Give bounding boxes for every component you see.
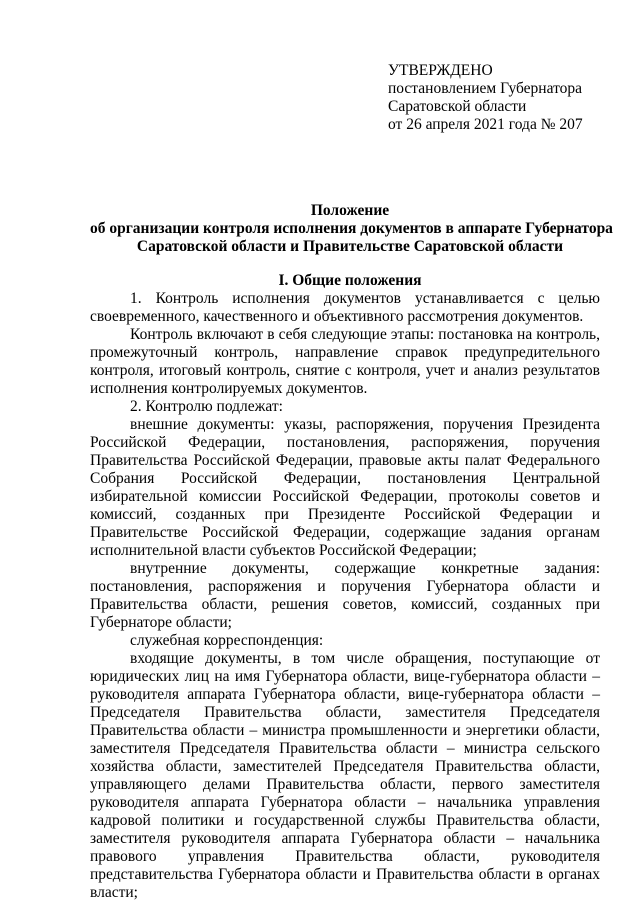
paragraph-7: входящие документы, в том числе обращения, поступающие от юридических лиц на имя Губернатора области, вице-губернатора области – руководителя аппарата Губернатора области, вице-губернатора области – Председателя Правительства области, заместителя Председателя Правительства области – министра промышленности и энергетики области, заместителя Председателя Правительства области – министра сельского хозяйства области, заместителей Председателя Правительства области, управляющего делами Правительства области, первого заместителя руководителя аппарата Губернатора области – начальника управления кадровой политики и государственной службы Правительства области, заместителя руководителя аппарата Губернатора области – начальника правового управления Правительства области, руководителя представительства Губернатора области и Правительства области в органах власти;: [90, 650, 600, 901]
paragraph-1: 1. Контроль исполнения документов устанавливается с целью своевременного, качественного и объективного рассмотрения документов.: [90, 290, 600, 325]
title-line-2: об организации контроля исполнения документов в аппарате Губернатора: [90, 220, 613, 237]
approval-line-2: постановлением Губернатора: [388, 80, 583, 97]
paragraph-3: 2. Контролю подлежат:: [130, 398, 283, 415]
document-body: [90, 290, 600, 902]
paragraph-5: внутренние документы, содержащие конкретные задания: постановления, распоряжения и поручения Губернатора области и Правительства области, решения советов, комиссий, созданных при Губернаторе области;: [90, 560, 600, 631]
section-heading: I. Общие положения: [278, 272, 422, 289]
paragraph-4: внешние документы: указы, распоряжения, поручения Президента Российской Федерации, постановления, распоряжения, поручения Правительства Российской Федерации, правовые акты палат Федерального Собрания Российской Федерации, постановления Центральной избирательной комиссии Российской Федерации, протоколы советов и комиссий, созданных при Президенте Российской Федерации и Правительстве Российской Федерации, содержащие задания органам исполнительной власти субъектов Российской Федерации;: [90, 416, 600, 559]
approval-stamp: [388, 62, 628, 134]
document-title: [90, 202, 613, 256]
approval-line-1: УТВЕРЖДЕНО: [388, 62, 493, 79]
paragraph-6: служебная корреспонденция:: [130, 632, 324, 649]
approval-line-3: Саратовской области: [388, 98, 527, 115]
approval-line-4: от 26 апреля 2021 года № 207: [388, 116, 583, 133]
title-line-1: Положение: [310, 202, 390, 219]
paragraph-2: Контроль включают в себя следующие этапы: постановка на контроль, промежуточный контроль, направление справок предупредительного контроля, итоговый контроль, снятие с контроля, учет и анализ результатов исполнения контролируемых документов.: [90, 326, 600, 397]
title-line-3: Саратовской области и Правительстве Саратовской области: [136, 238, 564, 255]
